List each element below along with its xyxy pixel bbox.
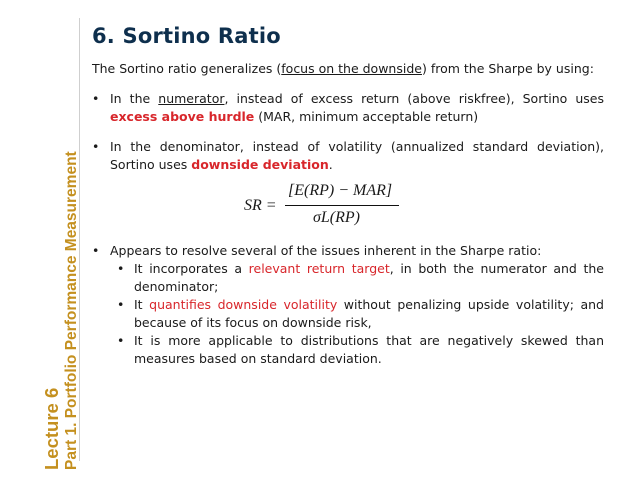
bullet-sharpe-issues: • Appears to resolve several of the issues inherent in the Sharpe ratio:	[92, 242, 604, 260]
sub1-highlight: relevant return target	[248, 261, 390, 276]
bullet-list-main	[92, 90, 604, 174]
formula-fraction-bar	[285, 205, 399, 206]
subbullet-skewed-distributions: • It is more applicable to distributions that are negatively skewed than measures based on standard deviation.	[92, 332, 604, 368]
formula-denominator: σL(RP)	[313, 209, 360, 226]
subbullet-downside-volatility	[92, 296, 604, 332]
intro-text-b: ) from the Sharpe by using:	[421, 61, 594, 76]
intro-text-a: The Sortino ratio generalizes (	[92, 61, 282, 76]
sub1-text-a: It incorporates a	[134, 261, 249, 276]
slide-content	[92, 60, 604, 368]
bullet2-highlight: downside deviation	[191, 157, 329, 172]
sub2-text-a: It	[134, 297, 150, 312]
bullet2-text-a: In the denominator, instead of volatility (annualized standard deviation), Sortino uses	[110, 139, 604, 172]
intro-underlined: focus on the downside	[281, 61, 422, 76]
sortino-formula	[92, 182, 604, 232]
sub1-text-b: , in both the numerator and the denominator;	[134, 261, 604, 294]
sidebar-title	[42, 151, 82, 470]
intro-paragraph	[92, 60, 604, 78]
bullet-list-second	[92, 242, 604, 368]
bullet1-text-c: (MAR, minimum acceptable return)	[254, 109, 479, 124]
bullet1-underlined: numerator	[158, 91, 225, 106]
formula-numerator: [E(RP) − MAR]	[288, 182, 393, 199]
sub2-text-b: without penalizing upside volatility; and because of its focus on downside risk,	[134, 297, 604, 330]
sidebar-part: Part 1. Portfolio Performance Measurement	[63, 151, 80, 470]
bullet-denominator	[92, 138, 604, 174]
sub2-highlight: quantifies downside volatility	[149, 297, 338, 312]
bullet-numerator	[92, 90, 604, 126]
bullet1-highlight: excess above hurdle	[110, 109, 255, 124]
sidebar-lecture: Lecture 6	[41, 387, 62, 470]
bullet1-text-b: , instead of excess return (above riskfree), Sortino uses	[224, 91, 605, 106]
bullet1-text-a: In the	[110, 91, 159, 106]
formula-lhs: SR =	[244, 197, 277, 214]
subbullet-return-target	[92, 260, 604, 296]
bullet2-text-c: .	[328, 157, 333, 172]
slide-title: 6. Sortino Ratio	[92, 24, 281, 48]
